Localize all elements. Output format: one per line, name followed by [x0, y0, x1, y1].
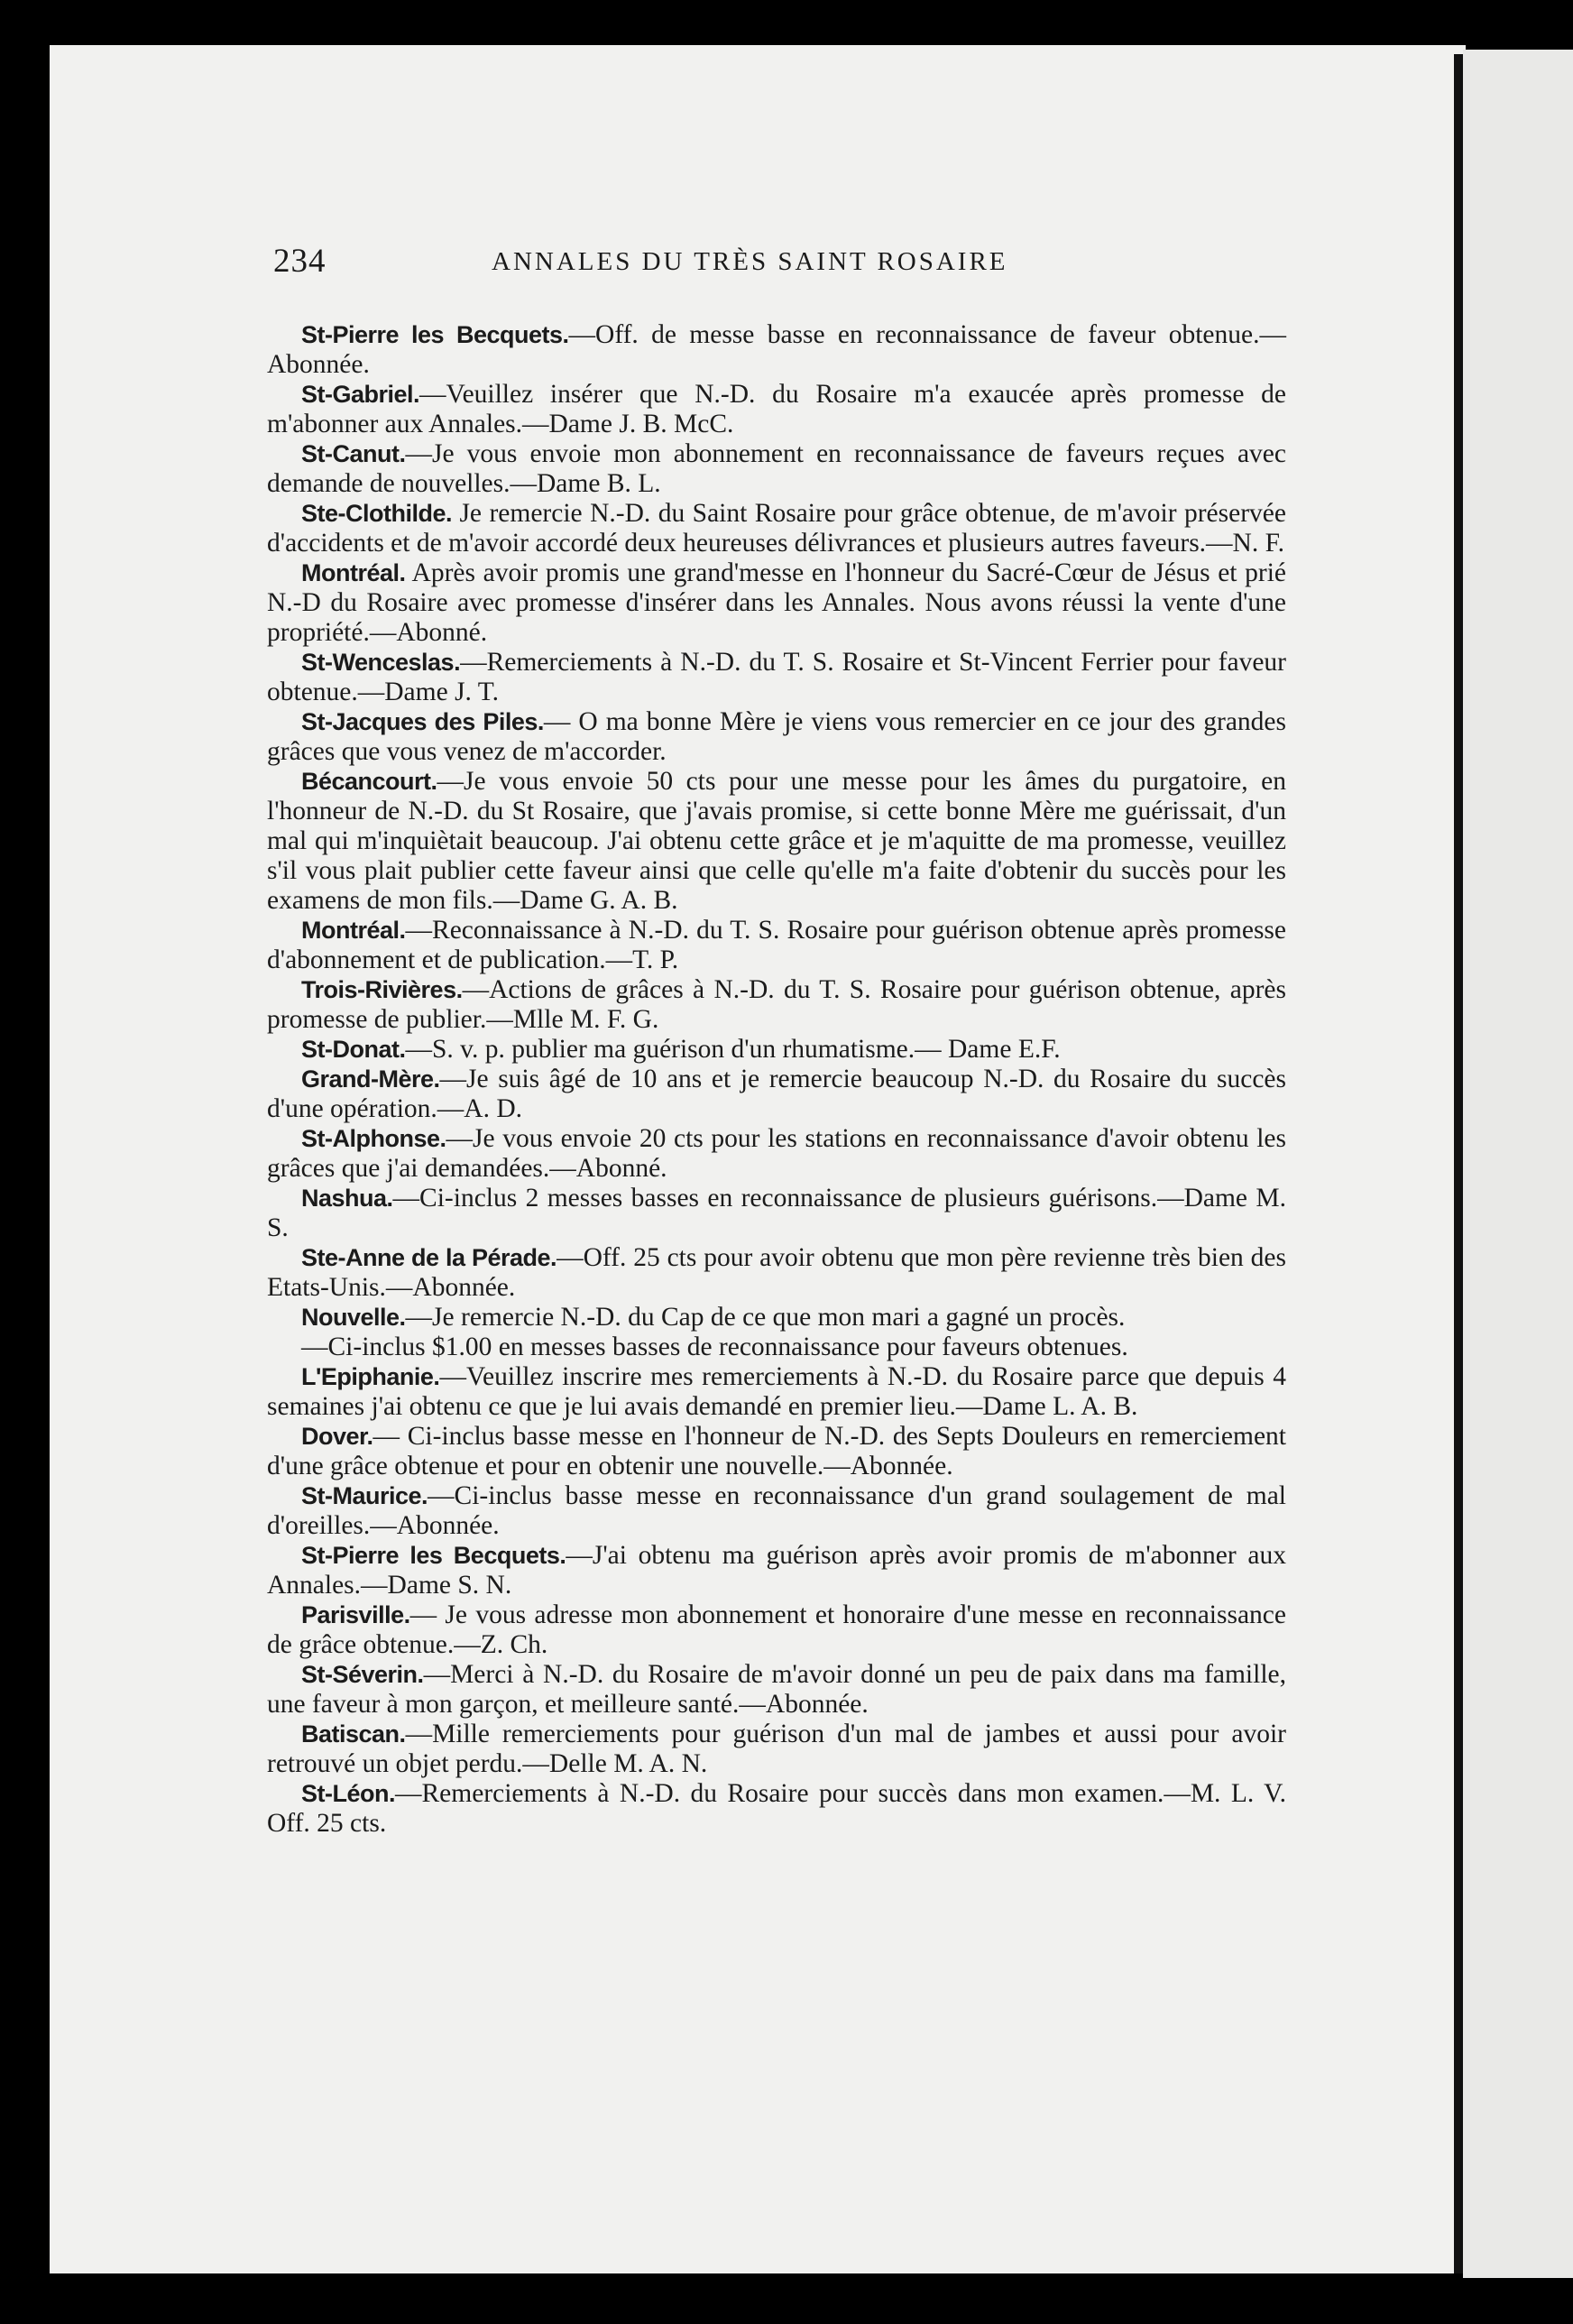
entry-place-name: St-Séverin.	[301, 1661, 424, 1688]
entry-text: —Veuillez insérer que N.-D. du Rosaire m'a exaucée après promesse de m'abonner aux Annales.—Dame J. B. McC.	[267, 380, 1286, 438]
entry-text: —Off. 25 cts pour avoir obtenu que mon père revienne très bien des Etats-Unis.—Abonnée.	[267, 1243, 1286, 1302]
entry-place-name: Grand-Mère.	[301, 1065, 440, 1093]
entry-paragraph	[267, 1124, 1286, 1184]
entry-place-name: Nashua.	[301, 1185, 393, 1212]
entry-text: —Ci-inclus basse messe en reconnaissance d'un grand soulagement de mal d'oreilles.—Abonnée.	[267, 1481, 1286, 1540]
entry-text: —Merci à N.-D. du Rosaire de m'avoir donné un peu de paix dans ma famille, une faveur à mon garçon, et meilleure santé.—Abonnée.	[267, 1660, 1286, 1719]
entry-text: Je remercie N.-D. du Saint Rosaire pour grâce obtenue, de m'avoir préservée d'accidents et de m'avoir accordé deux heureuses délivrances et plusieurs autres faveurs.—N. F.	[267, 499, 1286, 558]
facing-page-edge	[1463, 50, 1573, 2278]
entry-place-name: St-Pierre les Becquets.	[301, 321, 569, 348]
entry-text: Après avoir promis une grand'messe en l'honneur du Sacré-Cœur de Jésus et prié N.-D du Rosaire avec promesse d'insérer dans les Annales. Nous avons réussi la vente d'une propriété.—Abonné.	[267, 558, 1286, 647]
entry-paragraph	[267, 499, 1286, 558]
entry-text: —Remerciements à N.-D. du T. S. Rosaire et St-Vincent Ferrier pour faveur obtenue.—Dame J. T.	[267, 648, 1286, 706]
entry-paragraph	[267, 916, 1286, 975]
entry-text: —Off. de messe basse en reconnaissance de faveur obtenue.—Abonnée.	[267, 320, 1286, 379]
entry-paragraph	[267, 380, 1286, 439]
entry-text: —Reconnaissance à N.-D. du T. S. Rosaire pour guérison obtenue après promesse d'abonnement et de publication.—T. P.	[267, 916, 1286, 974]
entry-place-name: Montréal.	[301, 917, 406, 944]
entry-place-name: St-Alphonse.	[301, 1125, 446, 1152]
entry-text: — O ma bonne Mère je viens vous remercier en ce jour des grandes grâces que vous venez de m'accorder.	[267, 707, 1286, 766]
page-body	[267, 320, 1286, 1839]
entry-place-name: L'Epiphanie.	[301, 1363, 440, 1390]
entry-text: —J'ai obtenu ma guérison après avoir promis de m'abonner aux Annales.—Dame S. N.	[267, 1541, 1286, 1600]
entry-paragraph	[267, 707, 1286, 767]
entry-paragraph	[267, 320, 1286, 380]
entry-place-name: Montréal.	[301, 559, 406, 586]
entry-place-name: Trois-Rivières.	[301, 976, 463, 1003]
entry-paragraph	[267, 1035, 1286, 1065]
entry-place-name: Nouvelle.	[301, 1304, 406, 1331]
entry-paragraph	[267, 1333, 1286, 1362]
running-title: ANNALES DU TRÈS SAINT ROSAIRE	[492, 247, 1008, 276]
entry-text: —Veuillez inscrire mes remerciements à N.-D. du Rosaire parce que depuis 4 semaines j'ai obtenu ce que je lui avais demandé en premier lieu.—Dame L. A. B.	[267, 1362, 1286, 1421]
entry-paragraph	[267, 1184, 1286, 1243]
entry-paragraph	[267, 1303, 1286, 1333]
entry-text: —Je vous envoie 20 cts pour les stations en reconnaissance d'avoir obtenu les grâces que j'ai demandées.—Abonné.	[267, 1124, 1286, 1183]
entry-text: —Ci-inclus 2 messes basses en reconnaissance de plusieurs guérisons.—Dame M. S.	[267, 1184, 1286, 1242]
entry-place-name: Parisville.	[301, 1601, 410, 1628]
entry-place-name: Ste-Anne de la Pérade.	[301, 1244, 557, 1271]
entry-text: — Je vous adresse mon abonnement et honoraire d'une messe en reconnaissance de grâce obtenue.—Z. Ch.	[267, 1600, 1286, 1659]
entry-text: —Je suis âgé de 10 ans et je remercie beaucoup N.-D. du Rosaire du succès d'une opération.—A. D.	[267, 1065, 1286, 1123]
entry-paragraph	[267, 1720, 1286, 1779]
entry-text: — Ci-inclus basse messe en l'honneur de N.-D. des Septs Douleurs en remerciement d'une grâce obtenue et pour en obtenir une nouvelle.—Abonnée.	[267, 1422, 1286, 1480]
entry-place-name: Bécancourt.	[301, 768, 437, 795]
entry-paragraph	[267, 1243, 1286, 1303]
entry-text: —Mille remerciements pour guérison d'un mal de jambes et aussi pour avoir retrouvé un objet perdu.—Delle M. A. N.	[267, 1720, 1286, 1778]
entry-text: —Je remercie N.-D. du Cap de ce que mon mari a gagné un procès.	[405, 1303, 1126, 1332]
entry-paragraph	[267, 1779, 1286, 1839]
entry-place-name: St-Canut.	[301, 440, 406, 467]
entry-place-name: Batiscan.	[301, 1720, 406, 1748]
entry-paragraph	[267, 1660, 1286, 1720]
entry-text: —Remerciements à N.-D. du Rosaire pour succès dans mon examen.—M. L. V. Off. 25 cts.	[267, 1779, 1286, 1838]
entry-place-name: St-Léon.	[301, 1780, 395, 1807]
entry-paragraph	[267, 1422, 1286, 1481]
entry-paragraph	[267, 1541, 1286, 1600]
entry-place-name: St-Jacques des Piles.	[301, 708, 544, 735]
entry-place-name: Ste-Clothilde.	[301, 500, 452, 527]
entry-text: —Je vous envoie 50 cts pour une messe pour les âmes du purgatoire, en l'honneur de N.-D. du St Rosaire, que j'avais promise, si cette bonne Mère me guérissait, d'un mal qui m'inquiètait beaucoup. J'ai obtenu cette grâce et je m'aquitte de ma promesse, veuillez s'il vous plait publier cette faveur ainsi que celle qu'elle m'a faite d'obtenir du succès pour les examens de mon fils.—Dame G. A. B.	[267, 767, 1286, 915]
entry-paragraph	[267, 1600, 1286, 1660]
page-header	[273, 242, 1072, 278]
entry-paragraph	[267, 975, 1286, 1035]
entry-place-name: Dover.	[301, 1423, 373, 1450]
entry-paragraph	[267, 1362, 1286, 1422]
entry-paragraph	[267, 767, 1286, 916]
entry-text: —Ci-inclus $1.00 en messes basses de reconnaissance pour faveurs obtenues.	[301, 1333, 1128, 1361]
entry-paragraph	[267, 1065, 1286, 1124]
entry-paragraph	[267, 439, 1286, 499]
entry-place-name: St-Maurice.	[301, 1482, 428, 1509]
entry-place-name: St-Donat.	[301, 1036, 406, 1063]
entry-paragraph	[267, 648, 1286, 707]
entry-text: —S. v. p. publier ma guérison d'un rhumatisme.— Dame E.F.	[405, 1035, 1061, 1064]
entry-place-name: St-Wenceslas.	[301, 649, 461, 676]
entry-text: —Actions de grâces à N.-D. du T. S. Rosaire pour guérison obtenue, après promesse de publier.—Mlle M. F. G.	[267, 975, 1286, 1034]
entry-place-name: St-Pierre les Becquets.	[301, 1542, 566, 1569]
entry-paragraph	[267, 558, 1286, 648]
entry-text: —Je vous envoie mon abonnement en reconnaissance de faveurs reçues avec demande de nouvelles.—Dame B. L.	[267, 439, 1286, 498]
entry-place-name: St-Gabriel.	[301, 381, 420, 408]
entry-paragraph	[267, 1481, 1286, 1541]
page-number: 234	[273, 243, 327, 280]
